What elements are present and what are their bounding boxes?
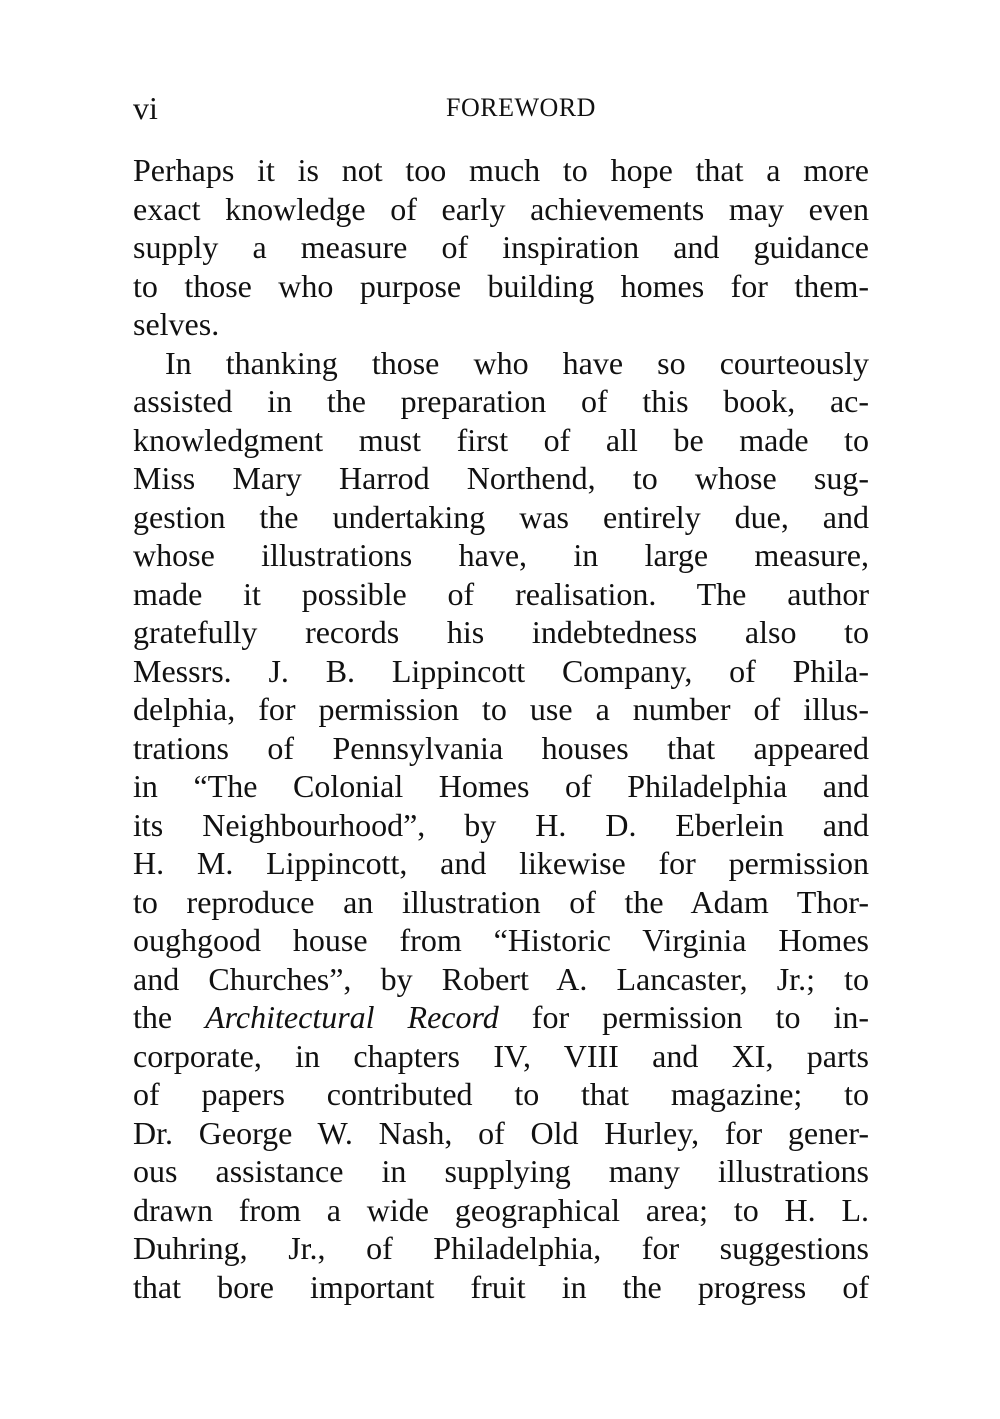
text-line: its Neighbourhood”, by H. D. Eberlein and	[133, 806, 869, 843]
text-line: that bore important fruit in the progress of	[133, 1268, 869, 1305]
text-line: knowledgment must first of all be made to	[133, 421, 869, 458]
text-line: Duhring, Jr., of Philadelphia, for suggestions	[133, 1230, 869, 1266]
text-line: trations of Pennsylvania houses that appeared	[133, 729, 869, 766]
text-line: Messrs. J. B. Lippincott Company, of Phila-	[133, 652, 869, 689]
text-line: Dr. George W. Nash, of Old Hurley, for gener-	[133, 1114, 869, 1151]
text-line: to reproduce an illustration of the Adam Thor-	[133, 883, 869, 920]
page-number: vi	[133, 90, 158, 126]
text-line: supply a measure of inspiration and guidance	[133, 229, 869, 265]
text-line: whose illustrations have, in large measure,	[133, 537, 869, 573]
text-line: delphia, for permission to use a number of illus-	[133, 691, 869, 727]
text-line: selves.	[133, 306, 220, 342]
text-line: in “The Colonial Homes of Philadelphia and	[133, 768, 869, 804]
running-head	[133, 88, 869, 128]
text-line: assisted in the preparation of this book, ac-	[133, 383, 869, 419]
text-line: gestion the undertaking was entirely due, and	[133, 498, 869, 535]
text-line: gratefully records his indebtedness also to	[133, 614, 869, 650]
running-title: FOREWORD	[446, 93, 596, 122]
text-line: Miss Mary Harrod Northend, to whose sug-	[133, 460, 869, 496]
italic-title: Architectural Record	[205, 999, 499, 1035]
text-line: Perhaps it is not too much to hope that a more	[133, 152, 869, 188]
text-line: to those who purpose building homes for them-	[133, 267, 869, 304]
text-line: oughgood house from “Historic Virginia Homes	[133, 922, 869, 958]
text-line: exact knowledge of early achievements may even	[133, 190, 869, 227]
text-line: drawn from a wide geographical area; to H. L.	[133, 1191, 869, 1228]
text-line: corporate, in chapters IV, VIII and XI, parts	[133, 1037, 869, 1074]
text-line: made it possible of realisation. The author	[133, 575, 869, 612]
text-line: In thanking those who have so courteously	[165, 344, 869, 381]
text-line: ous assistance in supplying many illustrations	[133, 1153, 869, 1189]
text-segment: for permission to in-	[498, 999, 870, 1035]
text-line	[133, 998, 869, 1037]
foreword-body	[133, 151, 869, 1306]
text-line: H. M. Lippincott, and likewise for permission	[133, 845, 869, 881]
text-line: of papers contributed to that magazine; to	[133, 1076, 869, 1112]
text-line: and Churches”, by Robert A. Lancaster, Jr.; to	[133, 960, 869, 997]
text-segment: the	[133, 999, 206, 1035]
